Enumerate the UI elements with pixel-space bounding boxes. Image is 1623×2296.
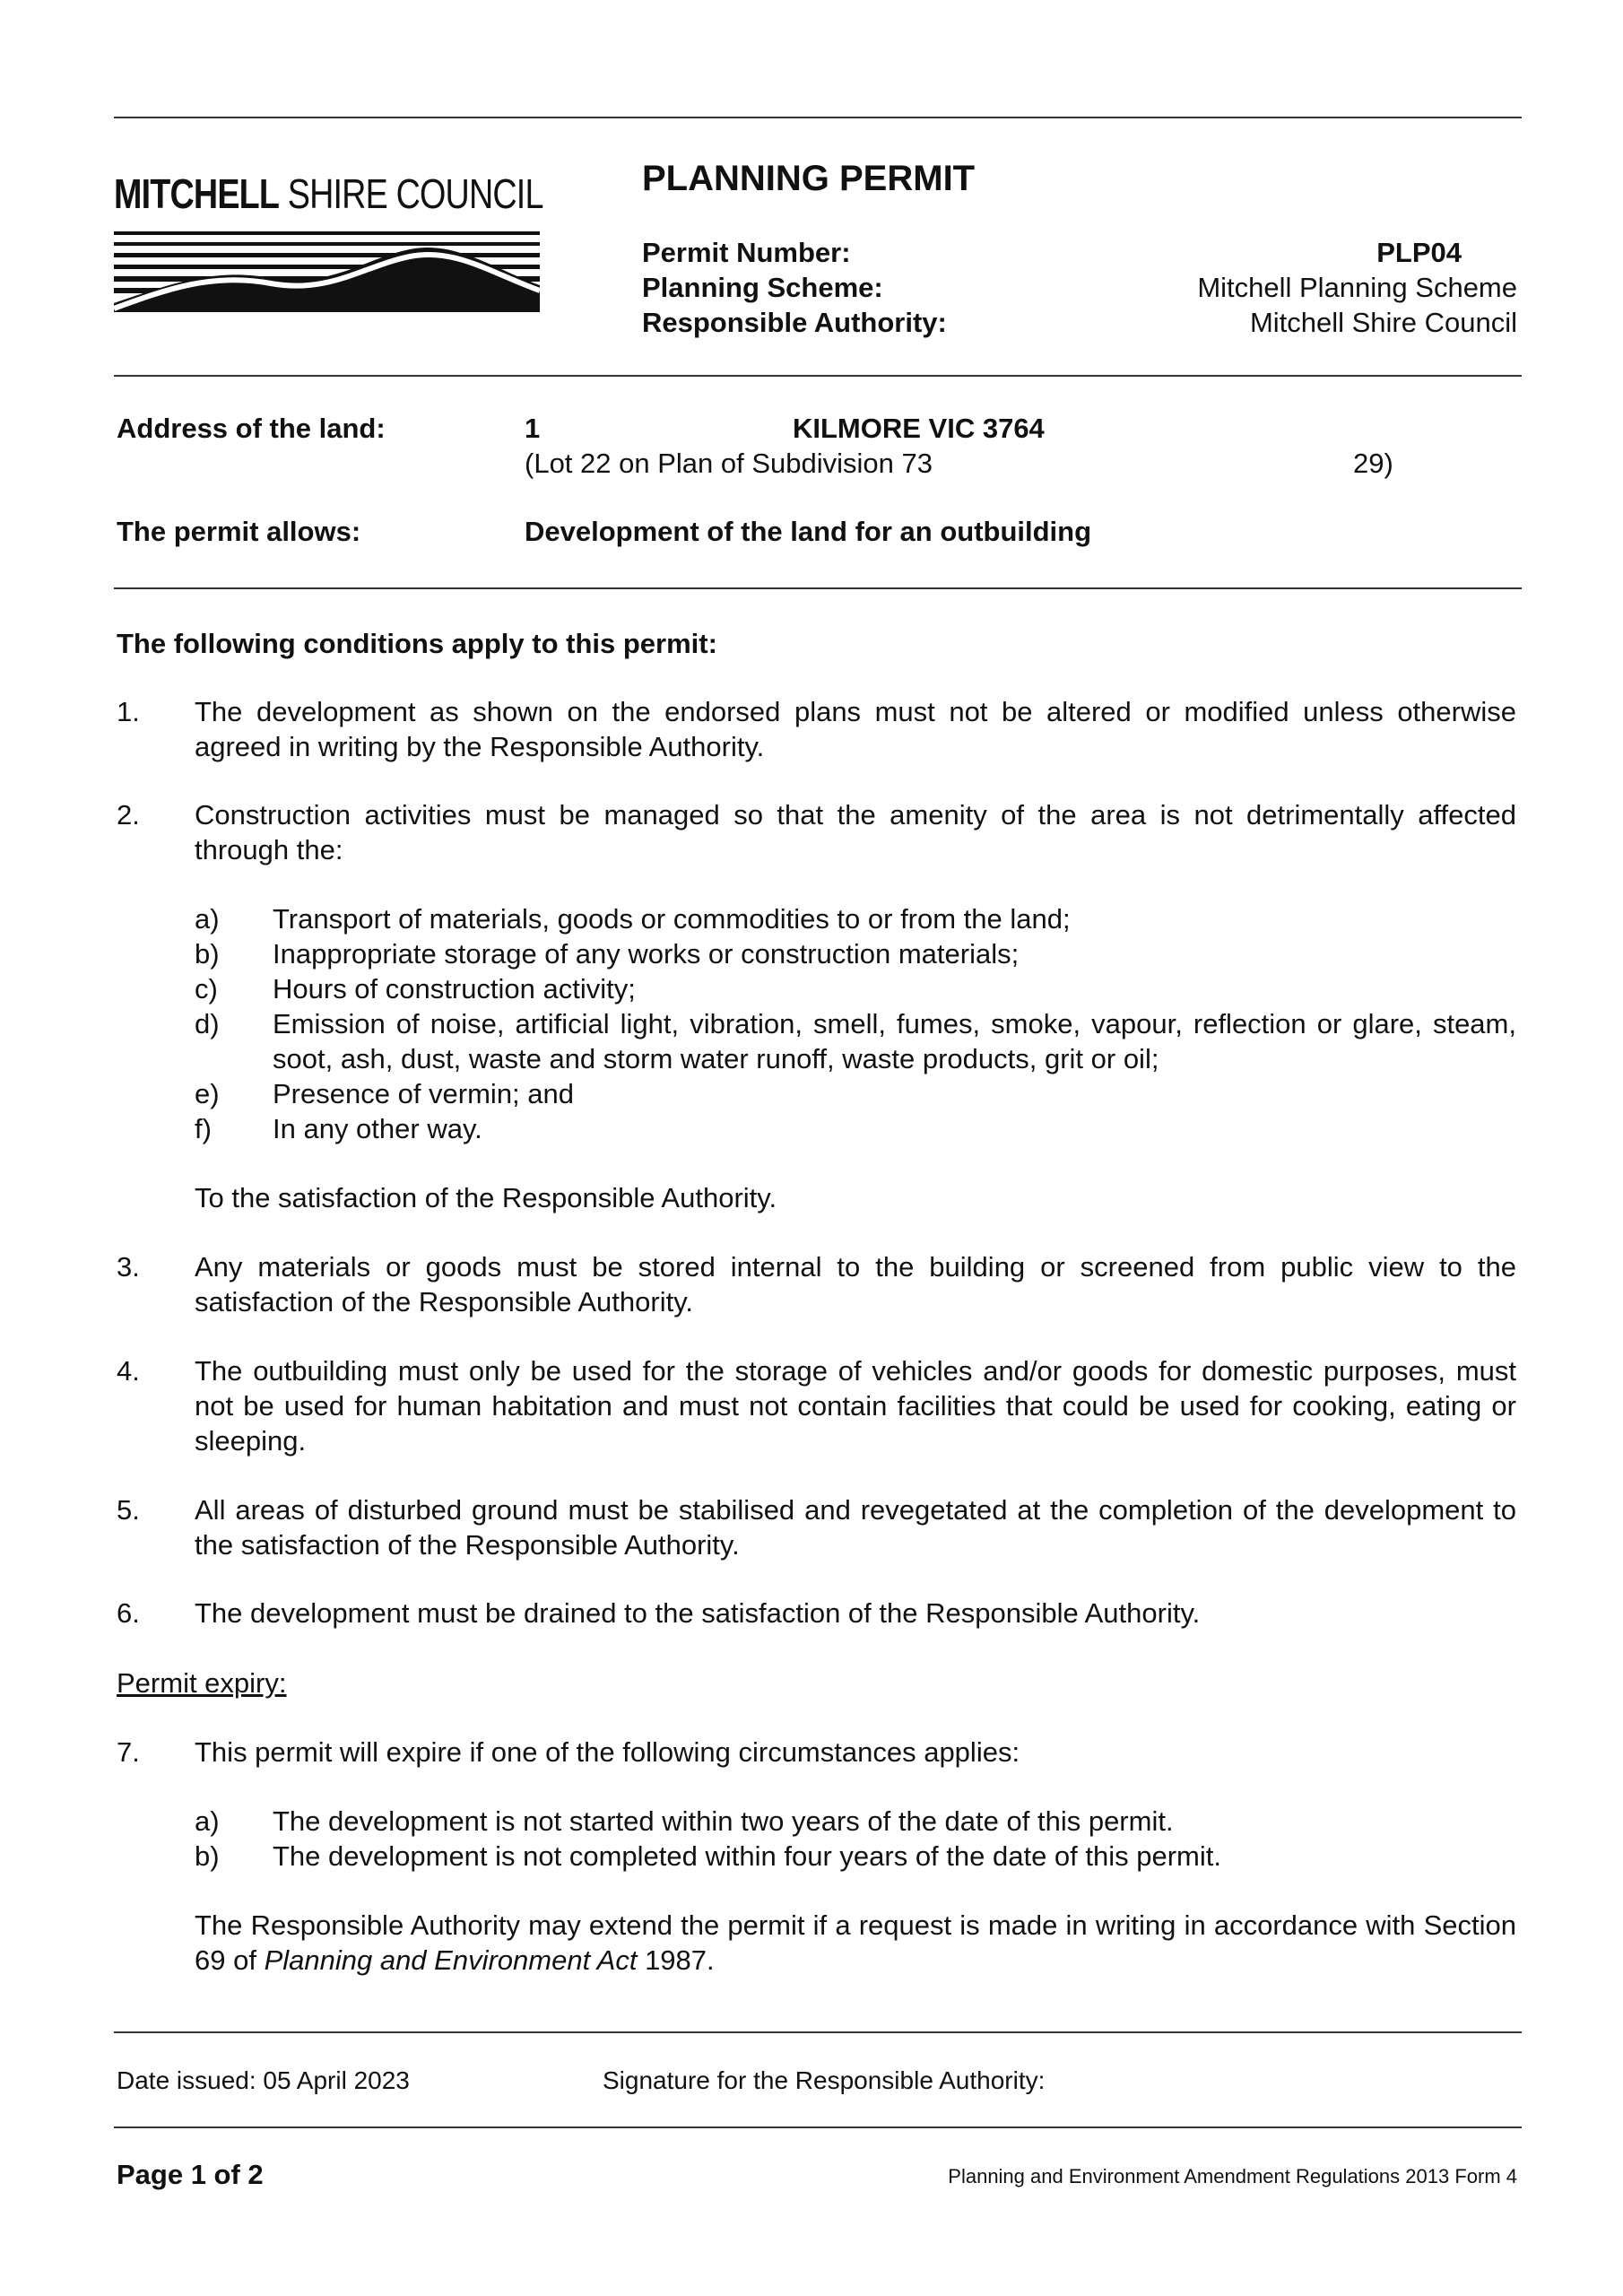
condition-number: 5. <box>117 1494 140 1526</box>
planning-scheme-value: Mitchell Planning Scheme <box>1197 272 1517 303</box>
logo-text-bold: MITCHELL <box>114 170 280 217</box>
permit-allows-label: The permit allows: <box>117 516 361 547</box>
responsible-authority-label: Responsible Authority: <box>642 307 947 338</box>
sub-item-letter: a) <box>195 1805 220 1837</box>
logo-text-rest: SHIRE COUNCIL <box>279 170 543 217</box>
permit-allows-value: Development of the land for an outbuilding <box>525 516 1092 547</box>
responsible-authority-value: Mitchell Shire Council <box>1249 307 1517 338</box>
footer-top-rule <box>114 2031 1522 2033</box>
conditions-heading: The following conditions apply to this permit: <box>117 628 717 659</box>
sub-item-letter: f) <box>195 1113 212 1144</box>
condition-7-closing <box>195 1908 1516 1978</box>
sub-item-text: Emission of noise, artificial light, vibration, smell, fumes, smoke, vapour, reflection or glare, steam, soot, ash, dust, waste and storm water runoff, waste products, grit or oil; <box>273 1008 1516 1074</box>
act-year: 1987. <box>637 1944 715 1976</box>
regulation-reference: Planning and Environment Amendment Regulations 2013 Form 4 <box>948 2165 1517 2187</box>
sub-item-letter: d) <box>195 1008 220 1039</box>
lot-suffix: 29) <box>1353 448 1393 479</box>
closing-text: The Responsible Authority may extend the permit if a request is made in writing in accordance with Section 69 of <box>195 1909 1516 1976</box>
condition-4-text: The outbuilding must only be used for the storage of vehicles and/or goods for domestic purposes, must not be used for human habitation and must not contain facilities that could be used for cooking, eating or sleeping. <box>195 1355 1516 1457</box>
sub-item-letter: b) <box>195 1840 220 1872</box>
condition-number: 4. <box>117 1355 140 1387</box>
condition-3-text: Any materials or goods must be stored internal to the building or screened from public view to the satisfaction of the Responsible Authority. <box>195 1251 1516 1318</box>
condition-2-closing: To the satisfaction of the Responsible Authority. <box>195 1182 777 1213</box>
condition-number: 2. <box>117 799 140 831</box>
planning-scheme-label: Planning Scheme: <box>642 272 883 303</box>
permit-number-value: PLP04 <box>1376 237 1462 268</box>
permit-number-label: Permit Number: <box>642 237 851 268</box>
sub-item-letter: b) <box>195 938 220 970</box>
signature-label: Signature for the Responsible Authority: <box>603 2066 1046 2094</box>
page-number: Page 1 of 2 <box>117 2159 264 2190</box>
address-locality: KILMORE VIC 3764 <box>793 413 1045 444</box>
top-rule <box>114 117 1522 118</box>
address-number: 1 <box>525 413 541 444</box>
page-title: PLANNING PERMIT <box>642 159 976 198</box>
sub-item-text: The development is not completed within four years of the date of this permit. <box>273 1840 1221 1872</box>
sub-item-text: In any other way. <box>273 1113 482 1144</box>
lot-description: (Lot 22 on Plan of Subdivision 73 <box>525 448 933 479</box>
condition-1-text: The development as shown on the endorsed plans must not be altered or modified unless otherwise agreed in writing by the Responsible Authority. <box>195 696 1516 762</box>
address-divider <box>114 587 1522 589</box>
footer-bottom-rule <box>114 2126 1522 2128</box>
permit-expiry-heading: Permit expiry: <box>117 1667 287 1699</box>
condition-2-text: Construction activities must be managed so that the amenity of the area is not detrimentally affected through the: <box>195 799 1516 865</box>
condition-number: 7. <box>117 1736 140 1768</box>
sub-item-text: Presence of vermin; and <box>273 1078 575 1109</box>
condition-number: 1. <box>117 696 140 727</box>
council-logo-text <box>114 170 543 217</box>
condition-number: 3. <box>117 1251 140 1283</box>
condition-number: 6. <box>117 1597 140 1629</box>
sub-item-letter: a) <box>195 903 220 935</box>
header-divider <box>114 375 1522 377</box>
sub-item-text: Hours of construction activity; <box>273 973 636 1004</box>
date-issued: Date issued: 05 April 2023 <box>117 2066 410 2094</box>
sub-item-letter: e) <box>195 1078 220 1109</box>
condition-7-text: This permit will expire if one of the following circumstances applies: <box>195 1736 1020 1768</box>
council-logo-mark <box>114 231 540 312</box>
sub-item-letter: c) <box>195 973 218 1004</box>
address-label: Address of the land: <box>117 413 386 444</box>
act-name: Planning and Environment Act <box>264 1944 638 1976</box>
sub-item-text: The development is not started within two years of the date of this permit. <box>273 1805 1174 1837</box>
sub-item-text: Inappropriate storage of any works or construction materials; <box>273 938 1020 970</box>
condition-5-text: All areas of disturbed ground must be stabilised and revegetated at the completion of the development to the satisfaction of the Responsible Authority. <box>195 1494 1516 1561</box>
condition-6-text: The development must be drained to the satisfaction of the Responsible Authority. <box>195 1597 1201 1629</box>
sub-item-text: Transport of materials, goods or commodities to or from the land; <box>273 903 1071 935</box>
